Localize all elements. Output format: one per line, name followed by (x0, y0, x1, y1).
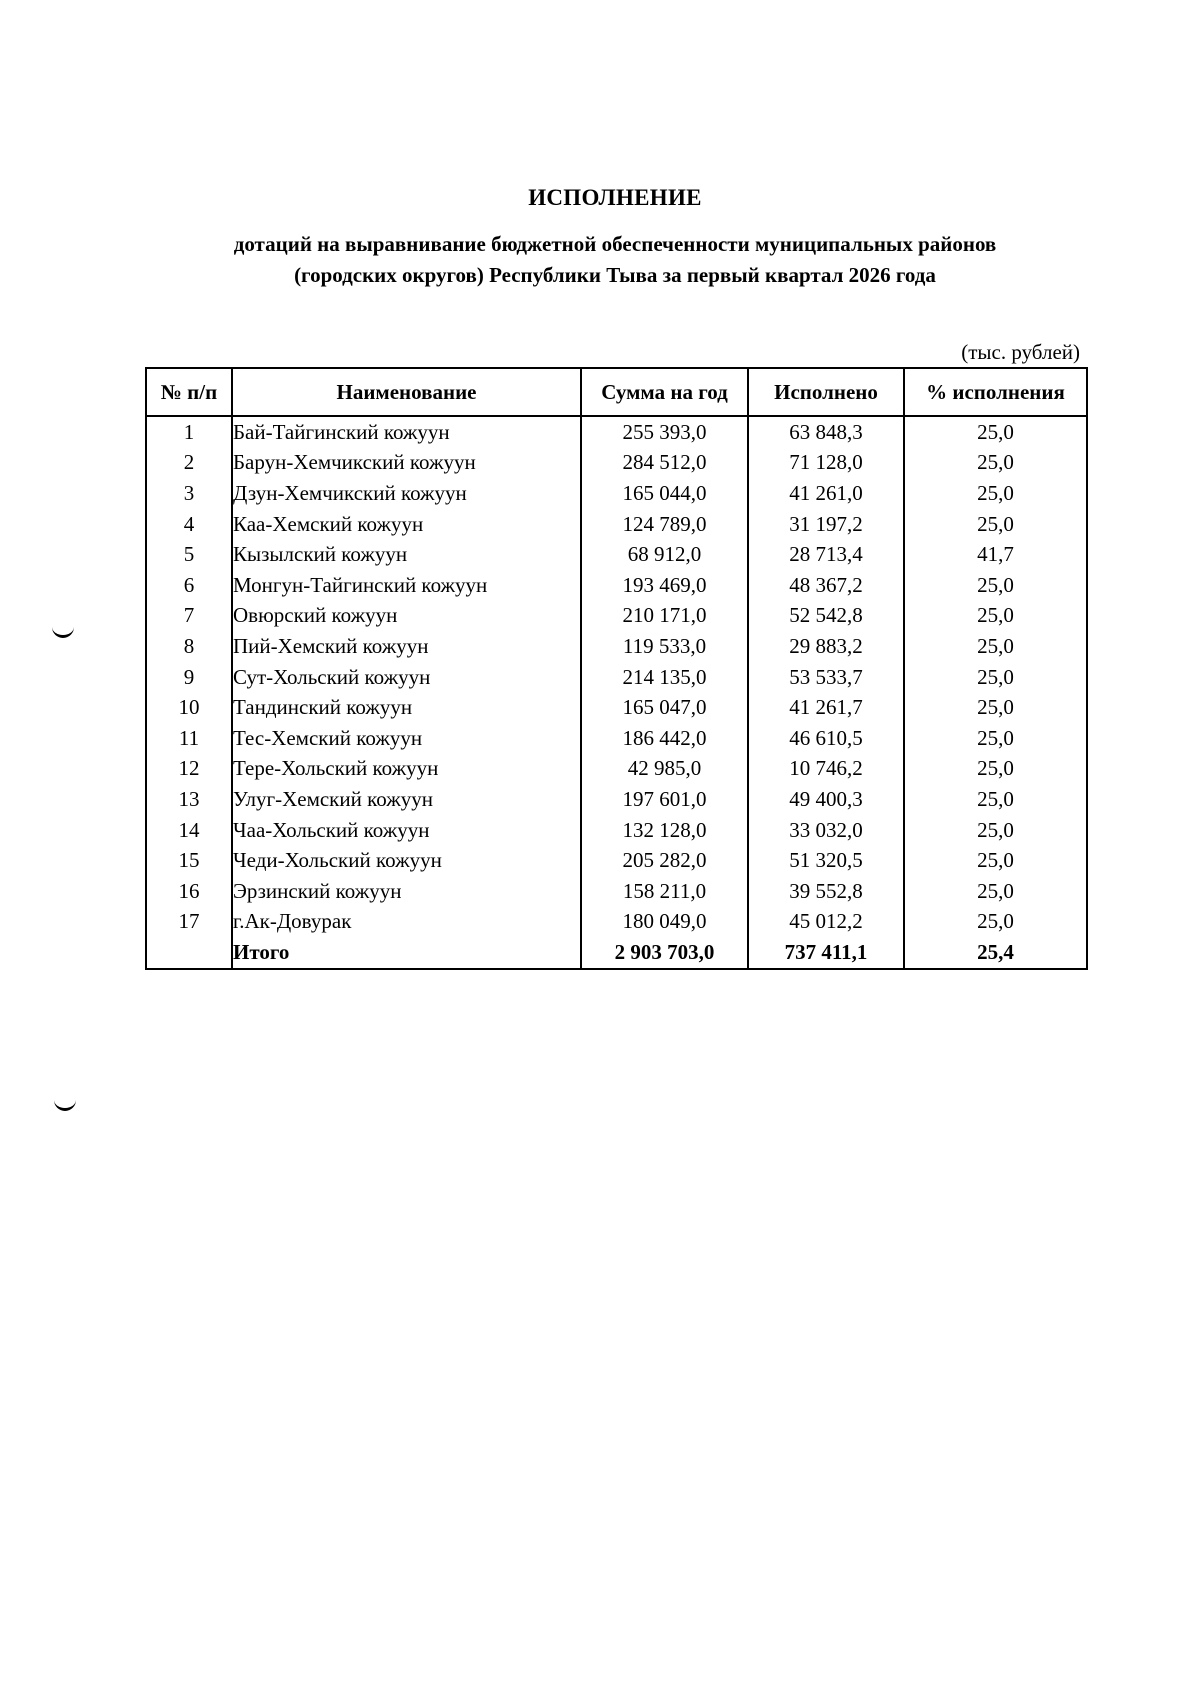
header-executed: Исполнено (748, 368, 904, 416)
cell-executed: 41 261,7 (748, 692, 904, 723)
cell-percent: 25,0 (904, 692, 1087, 723)
cell-number: 11 (146, 723, 232, 754)
table-total-row (146, 937, 1087, 969)
document-title: ИСПОЛНЕНИЕ (528, 185, 702, 210)
table-row (146, 845, 1087, 876)
cell-name: Монгун-Тайгинский кожуун (232, 570, 581, 601)
cell-annual-sum: 165 047,0 (581, 692, 748, 723)
table-row (146, 601, 1087, 632)
cell-annual-sum: 186 442,0 (581, 723, 748, 754)
cell-name: Чаа-Хольский кожуун (232, 815, 581, 846)
table-row (146, 570, 1087, 601)
cell-name: г.Ак-Довурак (232, 907, 581, 938)
header-annual-sum: Сумма на год (581, 368, 748, 416)
cell-executed: 41 261,0 (748, 478, 904, 509)
cell-percent: 25,0 (904, 723, 1087, 754)
cell-annual-sum: 180 049,0 (581, 907, 748, 938)
cell-annual-sum: 42 985,0 (581, 754, 748, 785)
cell-number: 2 (146, 448, 232, 479)
cell-executed: 71 128,0 (748, 448, 904, 479)
cell-name: Дзун-Хемчикский кожуун (232, 478, 581, 509)
cell-number: 15 (146, 845, 232, 876)
cell-annual-sum: 214 135,0 (581, 662, 748, 693)
cell-executed: 51 320,5 (748, 845, 904, 876)
table-row (146, 723, 1087, 754)
cell-name: Улуг-Хемский кожуун (232, 784, 581, 815)
cell-number: 6 (146, 570, 232, 601)
header-name: Наименование (232, 368, 581, 416)
units-note: (тыс. рублей) (961, 340, 1080, 364)
cell-name: Бай-Тайгинский кожуун (232, 416, 581, 448)
cell-number: 17 (146, 907, 232, 938)
table-row (146, 509, 1087, 540)
cell-number: 10 (146, 692, 232, 723)
cell-percent: 41,7 (904, 539, 1087, 570)
scan-mark (52, 625, 74, 638)
cell-percent: 25,0 (904, 631, 1087, 662)
cell-annual-sum: 165 044,0 (581, 478, 748, 509)
cell-annual-sum: 284 512,0 (581, 448, 748, 479)
table-row (146, 876, 1087, 907)
cell-executed: 45 012,2 (748, 907, 904, 938)
table-row (146, 478, 1087, 509)
cell-executed: 28 713,4 (748, 539, 904, 570)
cell-annual-sum: 197 601,0 (581, 784, 748, 815)
document-subtitle-line1: дотаций на выравнивание бюджетной обеспеченности муниципальных районов (233, 232, 997, 256)
cell-executed: 63 848,3 (748, 416, 904, 448)
table-row (146, 631, 1087, 662)
cell-annual-sum: 68 912,0 (581, 539, 748, 570)
total-cell-number (146, 937, 232, 969)
cell-executed: 49 400,3 (748, 784, 904, 815)
cell-percent: 25,0 (904, 907, 1087, 938)
table-header-row (146, 368, 1087, 416)
cell-percent: 25,0 (904, 570, 1087, 601)
table-row (146, 815, 1087, 846)
cell-number: 3 (146, 478, 232, 509)
cell-executed: 10 746,2 (748, 754, 904, 785)
cell-number: 4 (146, 509, 232, 540)
total-cell-percent: 25,4 (904, 937, 1087, 969)
cell-percent: 25,0 (904, 784, 1087, 815)
cell-annual-sum: 210 171,0 (581, 601, 748, 632)
cell-executed: 39 552,8 (748, 876, 904, 907)
table-row (146, 907, 1087, 938)
cell-name: Сут-Хольский кожуун (232, 662, 581, 693)
cell-name: Чеди-Хольский кожуун (232, 845, 581, 876)
cell-name: Овюрский кожуун (232, 601, 581, 632)
cell-executed: 48 367,2 (748, 570, 904, 601)
table-row (146, 662, 1087, 693)
cell-name: Эрзинский кожуун (232, 876, 581, 907)
cell-number: 5 (146, 539, 232, 570)
cell-percent: 25,0 (904, 416, 1087, 448)
cell-percent: 25,0 (904, 601, 1087, 632)
cell-name: Кызылский кожуун (232, 539, 581, 570)
budget-table (145, 367, 1088, 970)
cell-executed: 29 883,2 (748, 631, 904, 662)
table-row (146, 448, 1087, 479)
cell-executed: 31 197,2 (748, 509, 904, 540)
cell-number: 7 (146, 601, 232, 632)
scan-mark (54, 1098, 76, 1111)
cell-annual-sum: 124 789,0 (581, 509, 748, 540)
cell-name: Тере-Хольский кожуун (232, 754, 581, 785)
cell-percent: 25,0 (904, 876, 1087, 907)
cell-number: 12 (146, 754, 232, 785)
cell-annual-sum: 132 128,0 (581, 815, 748, 846)
cell-name: Тандинский кожуун (232, 692, 581, 723)
cell-number: 14 (146, 815, 232, 846)
cell-percent: 25,0 (904, 815, 1087, 846)
cell-annual-sum: 255 393,0 (581, 416, 748, 448)
total-cell-executed: 737 411,1 (748, 937, 904, 969)
header-percent: % исполнения (904, 368, 1087, 416)
header-number: № п/п (146, 368, 232, 416)
cell-percent: 25,0 (904, 754, 1087, 785)
cell-percent: 25,0 (904, 662, 1087, 693)
total-cell-annual-sum: 2 903 703,0 (581, 937, 748, 969)
total-cell-name: Итого (232, 937, 581, 969)
table-row (146, 416, 1087, 448)
cell-number: 9 (146, 662, 232, 693)
cell-annual-sum: 193 469,0 (581, 570, 748, 601)
cell-percent: 25,0 (904, 448, 1087, 479)
table-row (146, 754, 1087, 785)
cell-executed: 53 533,7 (748, 662, 904, 693)
cell-annual-sum: 205 282,0 (581, 845, 748, 876)
cell-percent: 25,0 (904, 478, 1087, 509)
cell-executed: 46 610,5 (748, 723, 904, 754)
cell-executed: 33 032,0 (748, 815, 904, 846)
cell-percent: 25,0 (904, 509, 1087, 540)
cell-annual-sum: 119 533,0 (581, 631, 748, 662)
document-subtitle-line2: (городских округов) Республики Тыва за первый квартал 2026 года (294, 263, 936, 287)
cell-executed: 52 542,8 (748, 601, 904, 632)
cell-percent: 25,0 (904, 845, 1087, 876)
cell-name: Барун-Хемчикский кожуун (232, 448, 581, 479)
table-body (146, 416, 1087, 969)
table-row (146, 784, 1087, 815)
cell-number: 8 (146, 631, 232, 662)
table-row (146, 539, 1087, 570)
table-row (146, 692, 1087, 723)
cell-name: Тес-Хемский кожуун (232, 723, 581, 754)
cell-name: Каа-Хемский кожуун (232, 509, 581, 540)
cell-number: 13 (146, 784, 232, 815)
cell-name: Пий-Хемский кожуун (232, 631, 581, 662)
cell-number: 1 (146, 416, 232, 448)
cell-number: 16 (146, 876, 232, 907)
cell-annual-sum: 158 211,0 (581, 876, 748, 907)
